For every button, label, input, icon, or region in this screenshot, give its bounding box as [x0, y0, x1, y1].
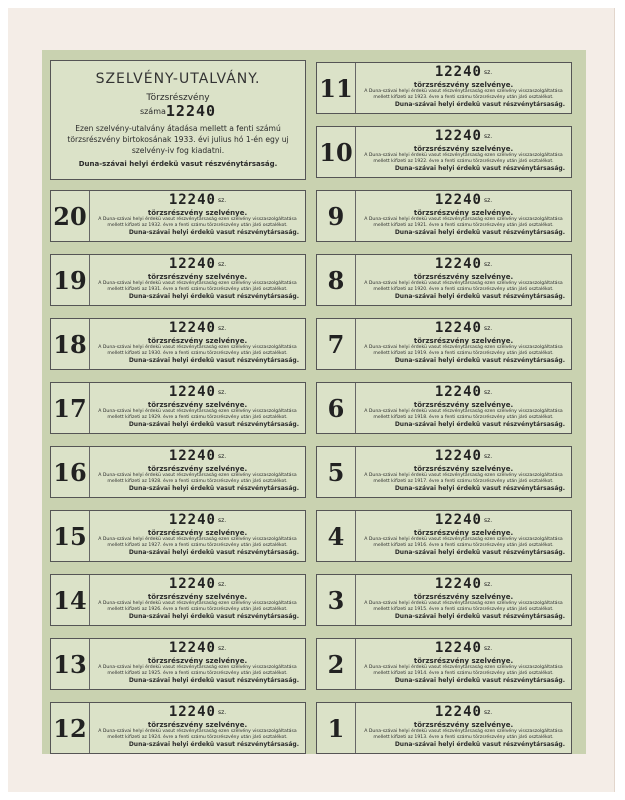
coupon-number: 2	[317, 639, 356, 689]
coupon-serial-suffix: sz.	[483, 197, 493, 204]
coupon-text: A Duna-szávai helyi érdekü vasut részvénytársaság ezen szelvény visszaszolgáltatása mellett kifizeti az 1928. évre a fenti számu törzsrészvény után járó osztalékot.	[98, 473, 297, 484]
coupon-serial-line	[356, 320, 571, 337]
coupon-serial-line	[90, 256, 305, 273]
coupon-text: A Duna-szávai helyi érdekü vasut részvénytársaság ezen szelvény visszaszolgáltatása mellett kifizeti az 1916. évre a fenti számu törzsrészvény után járó osztalékot.	[364, 537, 563, 548]
coupon-title: törzsrészvény szelvénye.	[413, 273, 514, 281]
coupon-serial-suffix: sz.	[217, 517, 227, 524]
coupon-serial: 12240	[168, 512, 216, 528]
coupon-title: törzsrészvény szelvénye.	[147, 337, 248, 345]
coupon-serial: 12240	[168, 192, 216, 208]
coupon	[316, 62, 572, 114]
coupon-company: Duna-szávai helyi érdekü vasut részvénytársaság.	[128, 229, 299, 236]
coupon-serial: 12240	[168, 448, 216, 464]
coupon-serial-suffix: sz.	[483, 709, 493, 716]
coupon	[50, 190, 306, 242]
coupon-company: Duna-szávai helyi érdekü vasut részvénytársaság.	[394, 357, 565, 364]
coupon-serial-suffix: sz.	[217, 389, 227, 396]
coupon-serial-line	[356, 128, 571, 145]
coupon-serial-line	[90, 576, 305, 593]
coupon-serial-line	[90, 512, 305, 529]
coupon-title: törzsrészvény szelvénye.	[413, 81, 514, 89]
coupon-serial-line	[90, 384, 305, 401]
coupon-title: törzsrészvény szelvénye.	[147, 209, 248, 217]
coupon-company: Duna-szávai helyi érdekü vasut részvénytársaság.	[128, 421, 299, 428]
coupon-serial-suffix: sz.	[217, 581, 227, 588]
coupon-serial-line	[356, 256, 571, 273]
coupon-company: Duna-szávai helyi érdekü vasut részvénytársaság.	[394, 229, 565, 236]
coupon	[316, 318, 572, 370]
coupon-serial-line	[356, 64, 571, 81]
coupon-title: törzsrészvény szelvénye.	[147, 721, 248, 729]
coupon-serial-line	[90, 448, 305, 465]
coupon-text: A Duna-szávai helyi érdekü vasut részvénytársaság ezen szelvény visszaszolgáltatása mellett kifizeti az 1927. évre a fenti számu törzsrészvény után járó osztalékot.	[98, 537, 297, 548]
coupon-title: törzsrészvény szelvénye.	[413, 465, 514, 473]
coupon-serial-suffix: sz.	[483, 517, 493, 524]
coupon	[50, 446, 306, 498]
coupon-serial: 12240	[434, 384, 482, 400]
coupon-serial-suffix: sz.	[217, 325, 227, 332]
coupon-serial-suffix: sz.	[483, 133, 493, 140]
coupon-number: 5	[317, 447, 356, 497]
talon-text: Ezen szelvény-utalvány átadása mellett a fenti számú törzsrészvény birtokosának 1933. évi julius hó 1-én egy uj szelvény-iv fog kiadatni.	[67, 124, 289, 155]
coupon-title: törzsrészvény szelvénye.	[413, 209, 514, 217]
coupon	[50, 510, 306, 562]
coupon-number: 14	[51, 575, 90, 625]
coupon-company: Duna-szávai helyi érdekü vasut részvénytársaság.	[394, 677, 565, 684]
coupon-serial-line	[90, 704, 305, 721]
coupon-company: Duna-szávai helyi érdekü vasut részvénytársaság.	[394, 165, 565, 172]
coupon-serial: 12240	[434, 192, 482, 208]
coupon-text: A Duna-szávai helyi érdekü vasut részvénytársaság ezen szelvény visszaszolgáltatása mellett kifizeti az 1915. évre a fenti számu törzsrészvény után járó osztalékot.	[364, 601, 563, 612]
coupon	[316, 382, 572, 434]
coupon-text: A Duna-szávai helyi érdekü vasut részvénytársaság ezen szelvény visszaszolgáltatása mellett kifizeti az 1920. évre a fenti számu törzsrészvény után járó osztalékot.	[364, 281, 563, 292]
coupon-text: A Duna-szávai helyi érdekü vasut részvénytársaság ezen szelvény visszaszolgáltatása mellett kifizeti az 1913. évre a fenti számu törzsrészvény után járó osztalékot.	[364, 729, 563, 740]
coupon-number: 4	[317, 511, 356, 561]
coupon-number: 3	[317, 575, 356, 625]
coupon-number: 8	[317, 255, 356, 305]
coupon-company: Duna-szávai helyi érdekü vasut részvénytársaság.	[394, 293, 565, 300]
coupon-company: Duna-szávai helyi érdekü vasut részvénytársaság.	[128, 613, 299, 620]
coupon-serial-suffix: sz.	[483, 453, 493, 460]
coupon-title: törzsrészvény szelvénye.	[413, 657, 514, 665]
coupon-company: Duna-szávai helyi érdekü vasut részvénytársaság.	[394, 101, 565, 108]
coupon-company: Duna-szávai helyi érdekü vasut részvénytársaság.	[128, 357, 299, 364]
coupon-company: Duna-szávai helyi érdekü vasut részvénytársaság.	[394, 421, 565, 428]
coupon	[316, 126, 572, 178]
coupon-title: törzsrészvény szelvénye.	[413, 337, 514, 345]
coupon-serial-line	[356, 512, 571, 529]
coupon-serial-line	[356, 384, 571, 401]
coupon	[316, 702, 572, 754]
talon-title: SZELVÉNY-UTALVÁNY.	[95, 71, 261, 87]
coupon-serial-line	[356, 448, 571, 465]
coupon-number: 13	[51, 639, 90, 689]
coupon	[316, 446, 572, 498]
coupon	[50, 574, 306, 626]
coupon-number: 20	[51, 191, 90, 241]
coupon-serial-suffix: sz.	[483, 261, 493, 268]
coupon-text: A Duna-szávai helyi érdekü vasut részvénytársaság ezen szelvény visszaszolgáltatása mellett kifizeti az 1921. évre a fenti számu törzsrészvény után járó osztalékot.	[364, 217, 563, 228]
coupon-text: A Duna-szávai helyi érdekü vasut részvénytársaság ezen szelvény visszaszolgáltatása mellett kifizeti az 1917. évre a fenti számu törzsrészvény után járó osztalékot.	[364, 473, 563, 484]
coupon-serial: 12240	[168, 704, 216, 720]
coupon-title: törzsrészvény szelvénye.	[413, 401, 514, 409]
coupon-number: 10	[317, 127, 356, 177]
coupon-serial: 12240	[434, 128, 482, 144]
coupon-serial-line	[356, 192, 571, 209]
coupon-number: 7	[317, 319, 356, 369]
coupon-serial-suffix: sz.	[483, 581, 493, 588]
coupon-company: Duna-szávai helyi érdekü vasut részvénytársaság.	[128, 741, 299, 748]
coupon-serial-line	[356, 576, 571, 593]
coupon-serial: 12240	[168, 320, 216, 336]
coupon-serial: 12240	[434, 448, 482, 464]
coupon-serial-suffix: sz.	[483, 69, 493, 76]
coupon	[316, 254, 572, 306]
coupon-serial-line	[90, 192, 305, 209]
coupon	[316, 574, 572, 626]
coupon-company: Duna-szávai helyi érdekü vasut részvénytársaság.	[394, 485, 565, 492]
coupon-text: A Duna-szávai helyi érdekü vasut részvénytársaság ezen szelvény visszaszolgáltatása mellett kifizeti az 1923. évre a fenti számu törzsrészvény után járó osztalékot.	[364, 89, 563, 100]
coupon-number: 18	[51, 319, 90, 369]
coupon-title: törzsrészvény szelvénye.	[413, 593, 514, 601]
coupon-serial: 12240	[434, 576, 482, 592]
coupon-company: Duna-szávai helyi érdekü vasut részvénytársaság.	[128, 293, 299, 300]
coupon-text: A Duna-szávai helyi érdekü vasut részvénytársaság ezen szelvény visszaszolgáltatása mellett kifizeti az 1925. évre a fenti számu törzsrészvény után járó osztalékot.	[98, 665, 297, 676]
coupon-text: A Duna-szávai helyi érdekü vasut részvénytársaság ezen szelvény visszaszolgáltatása mellett kifizeti az 1918. évre a fenti számu törzsrészvény után járó osztalékot.	[364, 409, 563, 420]
coupon-serial-suffix: sz.	[217, 453, 227, 460]
coupon-number: 9	[317, 191, 356, 241]
coupon-number: 16	[51, 447, 90, 497]
coupon	[50, 702, 306, 754]
coupon-text: A Duna-szávai helyi érdekü vasut részvénytársaság ezen szelvény visszaszolgáltatása mellett kifizeti az 1931. évre a fenti számu törzsrészvény után járó osztalékot.	[98, 281, 297, 292]
coupon-title: törzsrészvény szelvénye.	[413, 145, 514, 153]
coupon-title: törzsrészvény szelvénye.	[147, 529, 248, 537]
coupon-title: törzsrészvény szelvénye.	[147, 657, 248, 665]
coupon	[50, 318, 306, 370]
coupon-text: A Duna-szávai helyi érdekü vasut részvénytársaság ezen szelvény visszaszolgáltatása mellett kifizeti az 1930. évre a fenti számu törzsrészvény után járó osztalékot.	[98, 345, 297, 356]
coupon-company: Duna-szávai helyi érdekü vasut részvénytársaság.	[128, 549, 299, 556]
coupon-serial: 12240	[168, 384, 216, 400]
coupon-serial-suffix: sz.	[483, 645, 493, 652]
coupon-serial-suffix: sz.	[217, 645, 227, 652]
coupon-serial: 12240	[434, 64, 482, 80]
coupon-number: 1	[317, 703, 356, 753]
coupon-title: törzsrészvény szelvénye.	[147, 401, 248, 409]
coupon-company: Duna-szávai helyi érdekü vasut részvénytársaság.	[394, 613, 565, 620]
coupon-serial: 12240	[168, 576, 216, 592]
coupon-company: Duna-szávai helyi érdekü vasut részvénytársaság.	[394, 549, 565, 556]
coupon-serial: 12240	[434, 256, 482, 272]
coupon-number: 15	[51, 511, 90, 561]
coupon-serial-suffix: sz.	[217, 709, 227, 716]
coupon-company: Duna-szávai helyi érdekü vasut részvénytársaság.	[128, 677, 299, 684]
coupon-number: 19	[51, 255, 90, 305]
coupon-serial-line	[90, 320, 305, 337]
coupon	[50, 254, 306, 306]
coupon	[50, 638, 306, 690]
talon-subtitle: Törzsrészvény	[146, 93, 210, 103]
coupon	[316, 190, 572, 242]
coupon-serial: 12240	[434, 640, 482, 656]
coupon-serial-line	[356, 640, 571, 657]
coupon-text: A Duna-szávai helyi érdekü vasut részvénytársaság ezen szelvény visszaszolgáltatása mellett kifizeti az 1914. évre a fenti számu törzsrészvény után járó osztalékot.	[364, 665, 563, 676]
coupon-serial-line	[90, 640, 305, 657]
coupon-title: törzsrészvény szelvénye.	[147, 593, 248, 601]
coupon	[50, 382, 306, 434]
coupon-text: A Duna-szávai helyi érdekü vasut részvénytársaság ezen szelvény visszaszolgáltatása mellett kifizeti az 1932. évre a fenti számu törzsrészvény után járó osztalékot.	[98, 217, 297, 228]
coupon-serial: 12240	[434, 512, 482, 528]
coupon-text: A Duna-szávai helyi érdekü vasut részvénytársaság ezen szelvény visszaszolgáltatása mellett kifizeti az 1924. évre a fenti számu törzsrészvény után járó osztalékot.	[98, 729, 297, 740]
coupon-number: 12	[51, 703, 90, 753]
coupon-company: Duna-szávai helyi érdekü vasut részvénytársaság.	[128, 485, 299, 492]
coupon-title: törzsrészvény szelvénye.	[413, 529, 514, 537]
coupon-number: 17	[51, 383, 90, 433]
coupon-text: A Duna-szávai helyi érdekü vasut részvénytársaság ezen szelvény visszaszolgáltatása mellett kifizeti az 1922. évre a fenti számu törzsrészvény után járó osztalékot.	[364, 153, 563, 164]
coupon-title: törzsrészvény szelvénye.	[147, 273, 248, 281]
coupon-serial-suffix: sz.	[483, 389, 493, 396]
coupon	[316, 510, 572, 562]
coupon-title: törzsrészvény szelvénye.	[413, 721, 514, 729]
coupon-serial: 12240	[168, 640, 216, 656]
talon-coupon	[50, 60, 306, 180]
coupon-serial-suffix: sz.	[217, 197, 227, 204]
coupon-serial: 12240	[168, 256, 216, 272]
talon-number-line	[51, 102, 305, 120]
talon-number: 12240	[165, 102, 217, 120]
coupon-serial-suffix: sz.	[483, 325, 493, 332]
coupon-text: A Duna-szávai helyi érdekü vasut részvénytársaság ezen szelvény visszaszolgáltatása mellett kifizeti az 1926. évre a fenti számu törzsrészvény után járó osztalékot.	[98, 601, 297, 612]
coupon	[316, 638, 572, 690]
coupon-company: Duna-szávai helyi érdekü vasut részvénytársaság.	[394, 741, 565, 748]
coupon-number: 6	[317, 383, 356, 433]
coupon-serial: 12240	[434, 320, 482, 336]
coupon-text: A Duna-szávai helyi érdekü vasut részvénytársaság ezen szelvény visszaszolgáltatása mellett kifizeti az 1929. évre a fenti számu törzsrészvény után járó osztalékot.	[98, 409, 297, 420]
talon-company: Duna-szávai helyi érdekü vasut részvénytársaság.	[78, 160, 278, 168]
coupon-text: A Duna-szávai helyi érdekü vasut részvénytársaság ezen szelvény visszaszolgáltatása mellett kifizeti az 1919. évre a fenti számu törzsrészvény után járó osztalékot.	[364, 345, 563, 356]
talon-number-label: száma	[139, 107, 166, 116]
coupon-number: 11	[317, 63, 356, 113]
coupon-serial-suffix: sz.	[217, 261, 227, 268]
coupon-serial-line	[356, 704, 571, 721]
coupon-title: törzsrészvény szelvénye.	[147, 465, 248, 473]
coupon-serial: 12240	[434, 704, 482, 720]
